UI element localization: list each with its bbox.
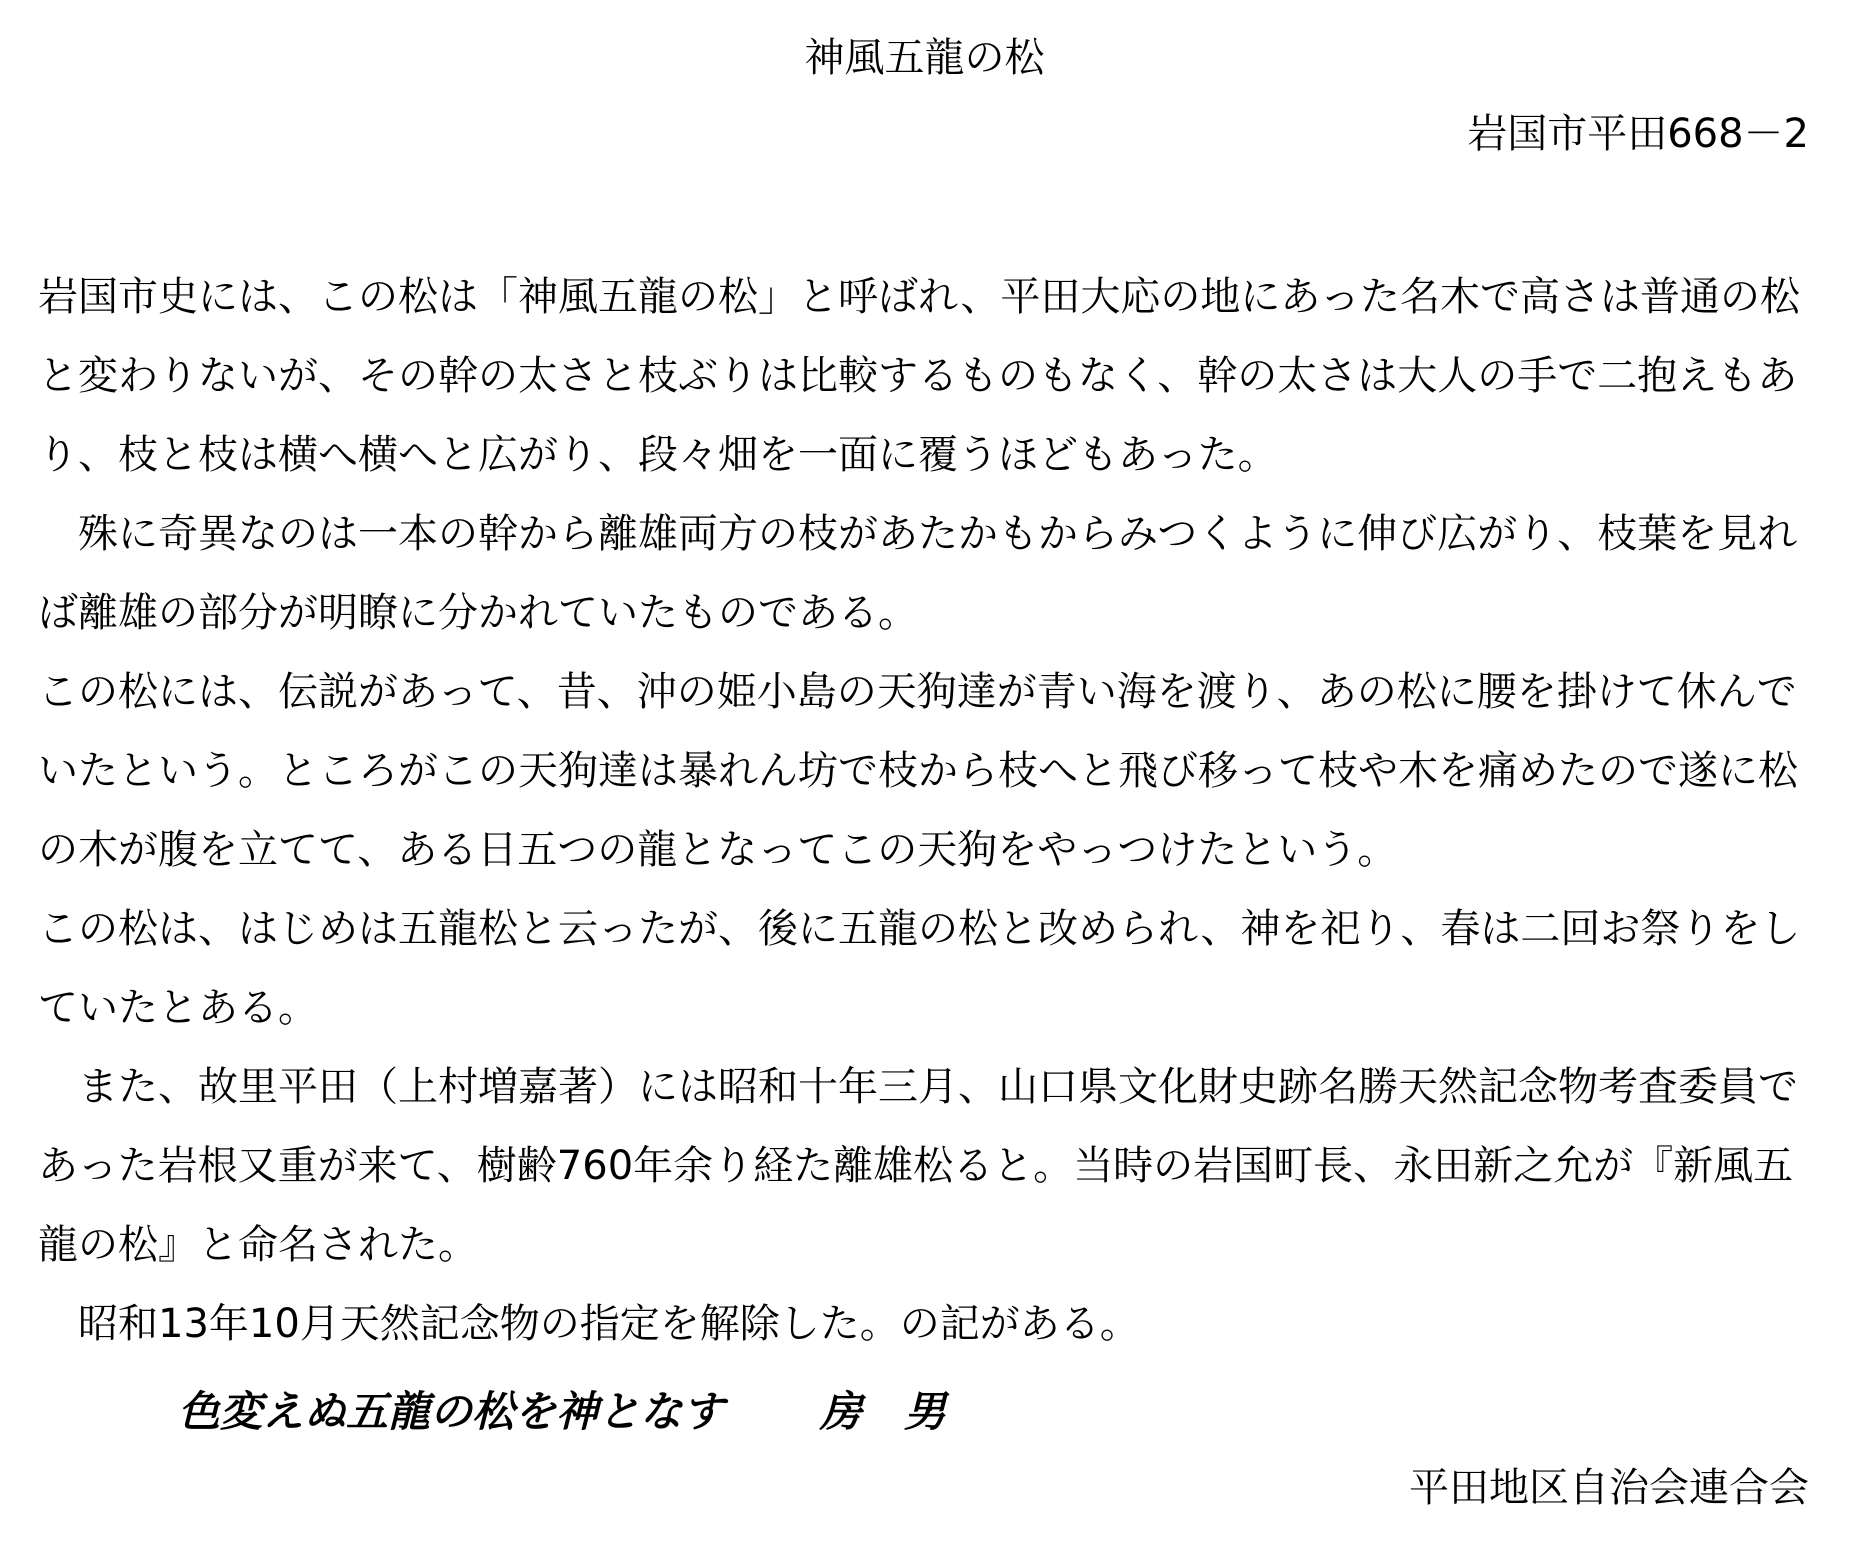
body-paragraph: 昭和13年10月天然記念物の指定を解除した。の記がある。 (38, 1301, 1140, 1347)
body-paragraph: 殊に奇異なのは一本の幹から離雄両方の枝があたかもからみつくように伸び広がり、枝葉を見れば離雄の部分が明瞭に分かれていたものである。 (38, 511, 1798, 636)
haiku-line (178, 1382, 946, 1442)
body-paragraph: 岩国市史には、この松は「神風五龍の松」と呼ばれ、平田大応の地にあった名木で高さは普通の松と変わりないが、その幹の太さと枝ぶりは比較するものもなく、幹の太さは大人の手で二抱えもあり、枝と枝は横へ横へと広がり、段々畑を一面に覆うほどもあった。 (38, 274, 1800, 478)
document-title: 神風五龍の松 (804, 35, 1045, 81)
document-body (38, 258, 1820, 1364)
haiku-verse: 色変えぬ五龍の松を神となす (178, 1387, 725, 1436)
body-paragraph: また、故里平田（上村増嘉著）には昭和十年三月、山口県文化財史跡名勝天然記念物考査委員であった岩根又重が来て、樹齢760年余り経た離雄松ると。当時の岩国町長、永田新之允が『新風五龍の松』と命名された。 (38, 1064, 1798, 1268)
haiku-author: 房 男 (820, 1387, 947, 1436)
body-paragraph: この松は、はじめは五龍松と云ったが、後に五龍の松と改められ、神を祀り、春は二回お祭りをしていたとある。 (38, 906, 1801, 1031)
organization-name: 平田地区自治会連合会 (1409, 1465, 1809, 1511)
body-paragraph: この松には、伝説があって、昔、沖の姫小島の天狗達が青い海を渡り、あの松に腰を掛けて休んでいたという。ところがこの天狗達は暴れん坊で枝から枝へと飛び移って枝や木を痛めたので遂に松の木が腹を立てて、ある日五つの龍となってこの天狗をやっつけたという。 (38, 669, 1798, 873)
address-line: 岩国市平田668－2 (1467, 111, 1809, 157)
